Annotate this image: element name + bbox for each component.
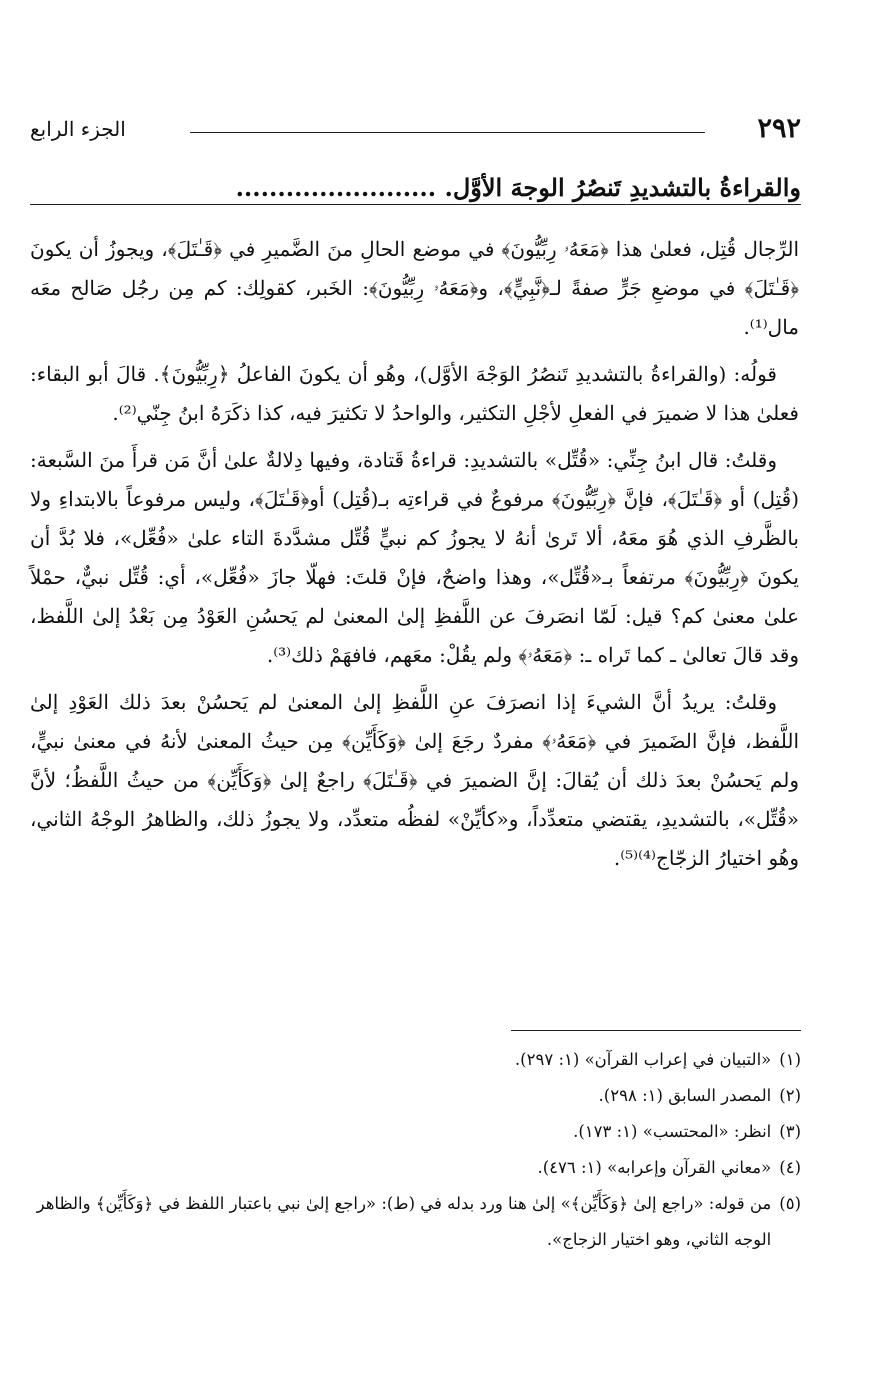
footnote-number: (٢) (779, 1086, 801, 1105)
footnote-text: «معاني القرآن وإعرابه» (١: ٤٧٦). (537, 1158, 772, 1177)
heading-rule (30, 204, 801, 205)
footnote (30, 1078, 801, 1114)
footnote-number: (١) (779, 1050, 801, 1069)
footnote (30, 1150, 801, 1186)
header-rule (190, 132, 705, 133)
footnote-number: (٤) (779, 1158, 801, 1177)
footnotes (30, 1042, 801, 1258)
footnote-text: «التبيان في إعراب القرآن» (١: ٢٩٧). (514, 1050, 772, 1069)
section-heading: والقراءةُ بالتشديدِ تَنصُرُ الوجهَ الأوَّل. ........................ (235, 173, 801, 202)
footnote (30, 1114, 801, 1150)
footnote-number: (٥) (779, 1194, 801, 1213)
page-number: ٢٩٢ (757, 113, 801, 144)
footnote-number: (٣) (779, 1122, 801, 1141)
part-title: الجزء الرابع (30, 117, 126, 141)
footnote-text: من قوله: «راجع إلىٰ ﴿وَكَأَيِّن﴾» إلىٰ هنا ورد بدله في (ط): «راجع إلىٰ نبي باعتبار اللفظ في ﴿وَكَأَيِّن﴾ والظاهر الوجه الثاني، وهو اختيار الزجاج». (36, 1194, 772, 1249)
body-text (30, 230, 799, 886)
paragraph: وقلتُ: يريدُ أنَّ الشيءَ إذا انصرَفَ عنِ اللَّفظِ إلىٰ المعنىٰ لم يَحسُنْ بعدَ ذلك العَوْدِ إلىٰ اللَّفظ، فإنَّ الضَميرَ في ﴿مَعَهُۥ﴾ مفردٌ رجَعَ إلىٰ ﴿وَكَأَيِّن﴾ مِن حيثُ المعنىٰ لأنهُ في معنىٰ نبيٍّ، ولم يَحسُنْ بعدَ ذلك أن يُقالَ: إنَّ الضميرَ في ﴿قَـٰتَلَ﴾ راجعٌ إلىٰ ﴿وَكَأَيِّن﴾ من حيثُ اللَّفظُ؛ لأنَّ «قُتِّل»، بالتشديدِ، يقتضي متعدِّداً، و«كأيِّنْ» لفظُه متعدِّد، ولا يجوزُ ذلك، والظاهرُ الوجْهُ الثاني، وهُو اختيارُ الزجّاج⁽⁴⁾⁽⁵⁾. (30, 690, 799, 870)
paragraph: قولُه: (والقراءةُ بالتشديدِ تَنصُرُ الوَجْهَ الأوَّل)، وهُو أن يكونَ الفاعلُ ﴿رِبِّيُّونَ﴾. قالَ أبو البقاء: فعلىٰ هذا لا ضميرَ في الفعلِ لأجْلِ التكثير، والواحدُ لا تكثيرَ فيه، كذا ذكَرَهُ ابنُ جِنّي⁽²⁾. (30, 362, 799, 425)
paragraph: وقلتُ: قال ابنُ جِنِّي: «قُتِّل» بالتشديدِ: قراءةُ قَتادة، وفيها دِلالةٌ علىٰ أنَّ مَن قرأَ منَ السَّبعة: (قُتِل) أو ﴿قَـٰتَلَ﴾، فإنَّ ﴿رِبِّيُّونَ﴾ مرفوعٌ في قراءتِه بـ(قُتِل) أو﴿قَـٰتَلَ﴾، وليس مرفوعاً بالابتداءِ ولا بالظَّرفِ الذي هُوَ معَهُ، ألا تَرىٰ أنهُ لا يجوزُ كم نبيٍّ قُتِّل مشدَّدةَ التاء علىٰ «فُعِّل»، فلا بُدَّ أن يكونَ ﴿رِبِّيُّونَ﴾ مرتفعاً بـ«قُتِّل»، وهذا واضحٌ، فإنْ قلتَ: فهلّا جازَ «فُعِّل»، أي: قُتِّل نبيٌّ، حمْلاً علىٰ معنىٰ كم؟ قيل: لَمّا انصَرفَ عن اللَّفظِ إلىٰ المعنىٰ لم يَحسُنِ العَوْدُ مِن بَعْدُ إلىٰ اللَّفظ، وقد قالَ تعالىٰ ـ كما تَراه ـ: ﴿مَعَهُۥ﴾ ولم يقُلْ: معَهم، فافهَمْ ذلك⁽³⁾. (30, 448, 799, 667)
footnote-text: انظر: «المحتسب» (١: ١٧٣). (573, 1122, 772, 1141)
footnote-rule (511, 1030, 801, 1031)
running-header (30, 112, 801, 148)
footnote (30, 1186, 801, 1258)
footnote (30, 1042, 801, 1078)
footnote-text: المصدر السابق (١: ٢٩٨). (598, 1086, 772, 1105)
paragraph: الرِّجال قُتِل، فعلىٰ هذا ﴿مَعَهُۥ رِبِّيُّونَ﴾ في موضع الحالِ منَ الضَّميرِ في ﴿قَـٰتَلَ﴾، ويجوزُ أن يكونَ ﴿قَـٰتَلَ﴾ في موضعِ جَرٍّ صفةً لـ﴿نَّبِيٍّ﴾، و﴿مَعَهُۥ رِبِّيُّونَ﴾: الخَبر، كقولِك: كم مِن رجُل صَالح معَه مال⁽¹⁾. (30, 237, 799, 339)
